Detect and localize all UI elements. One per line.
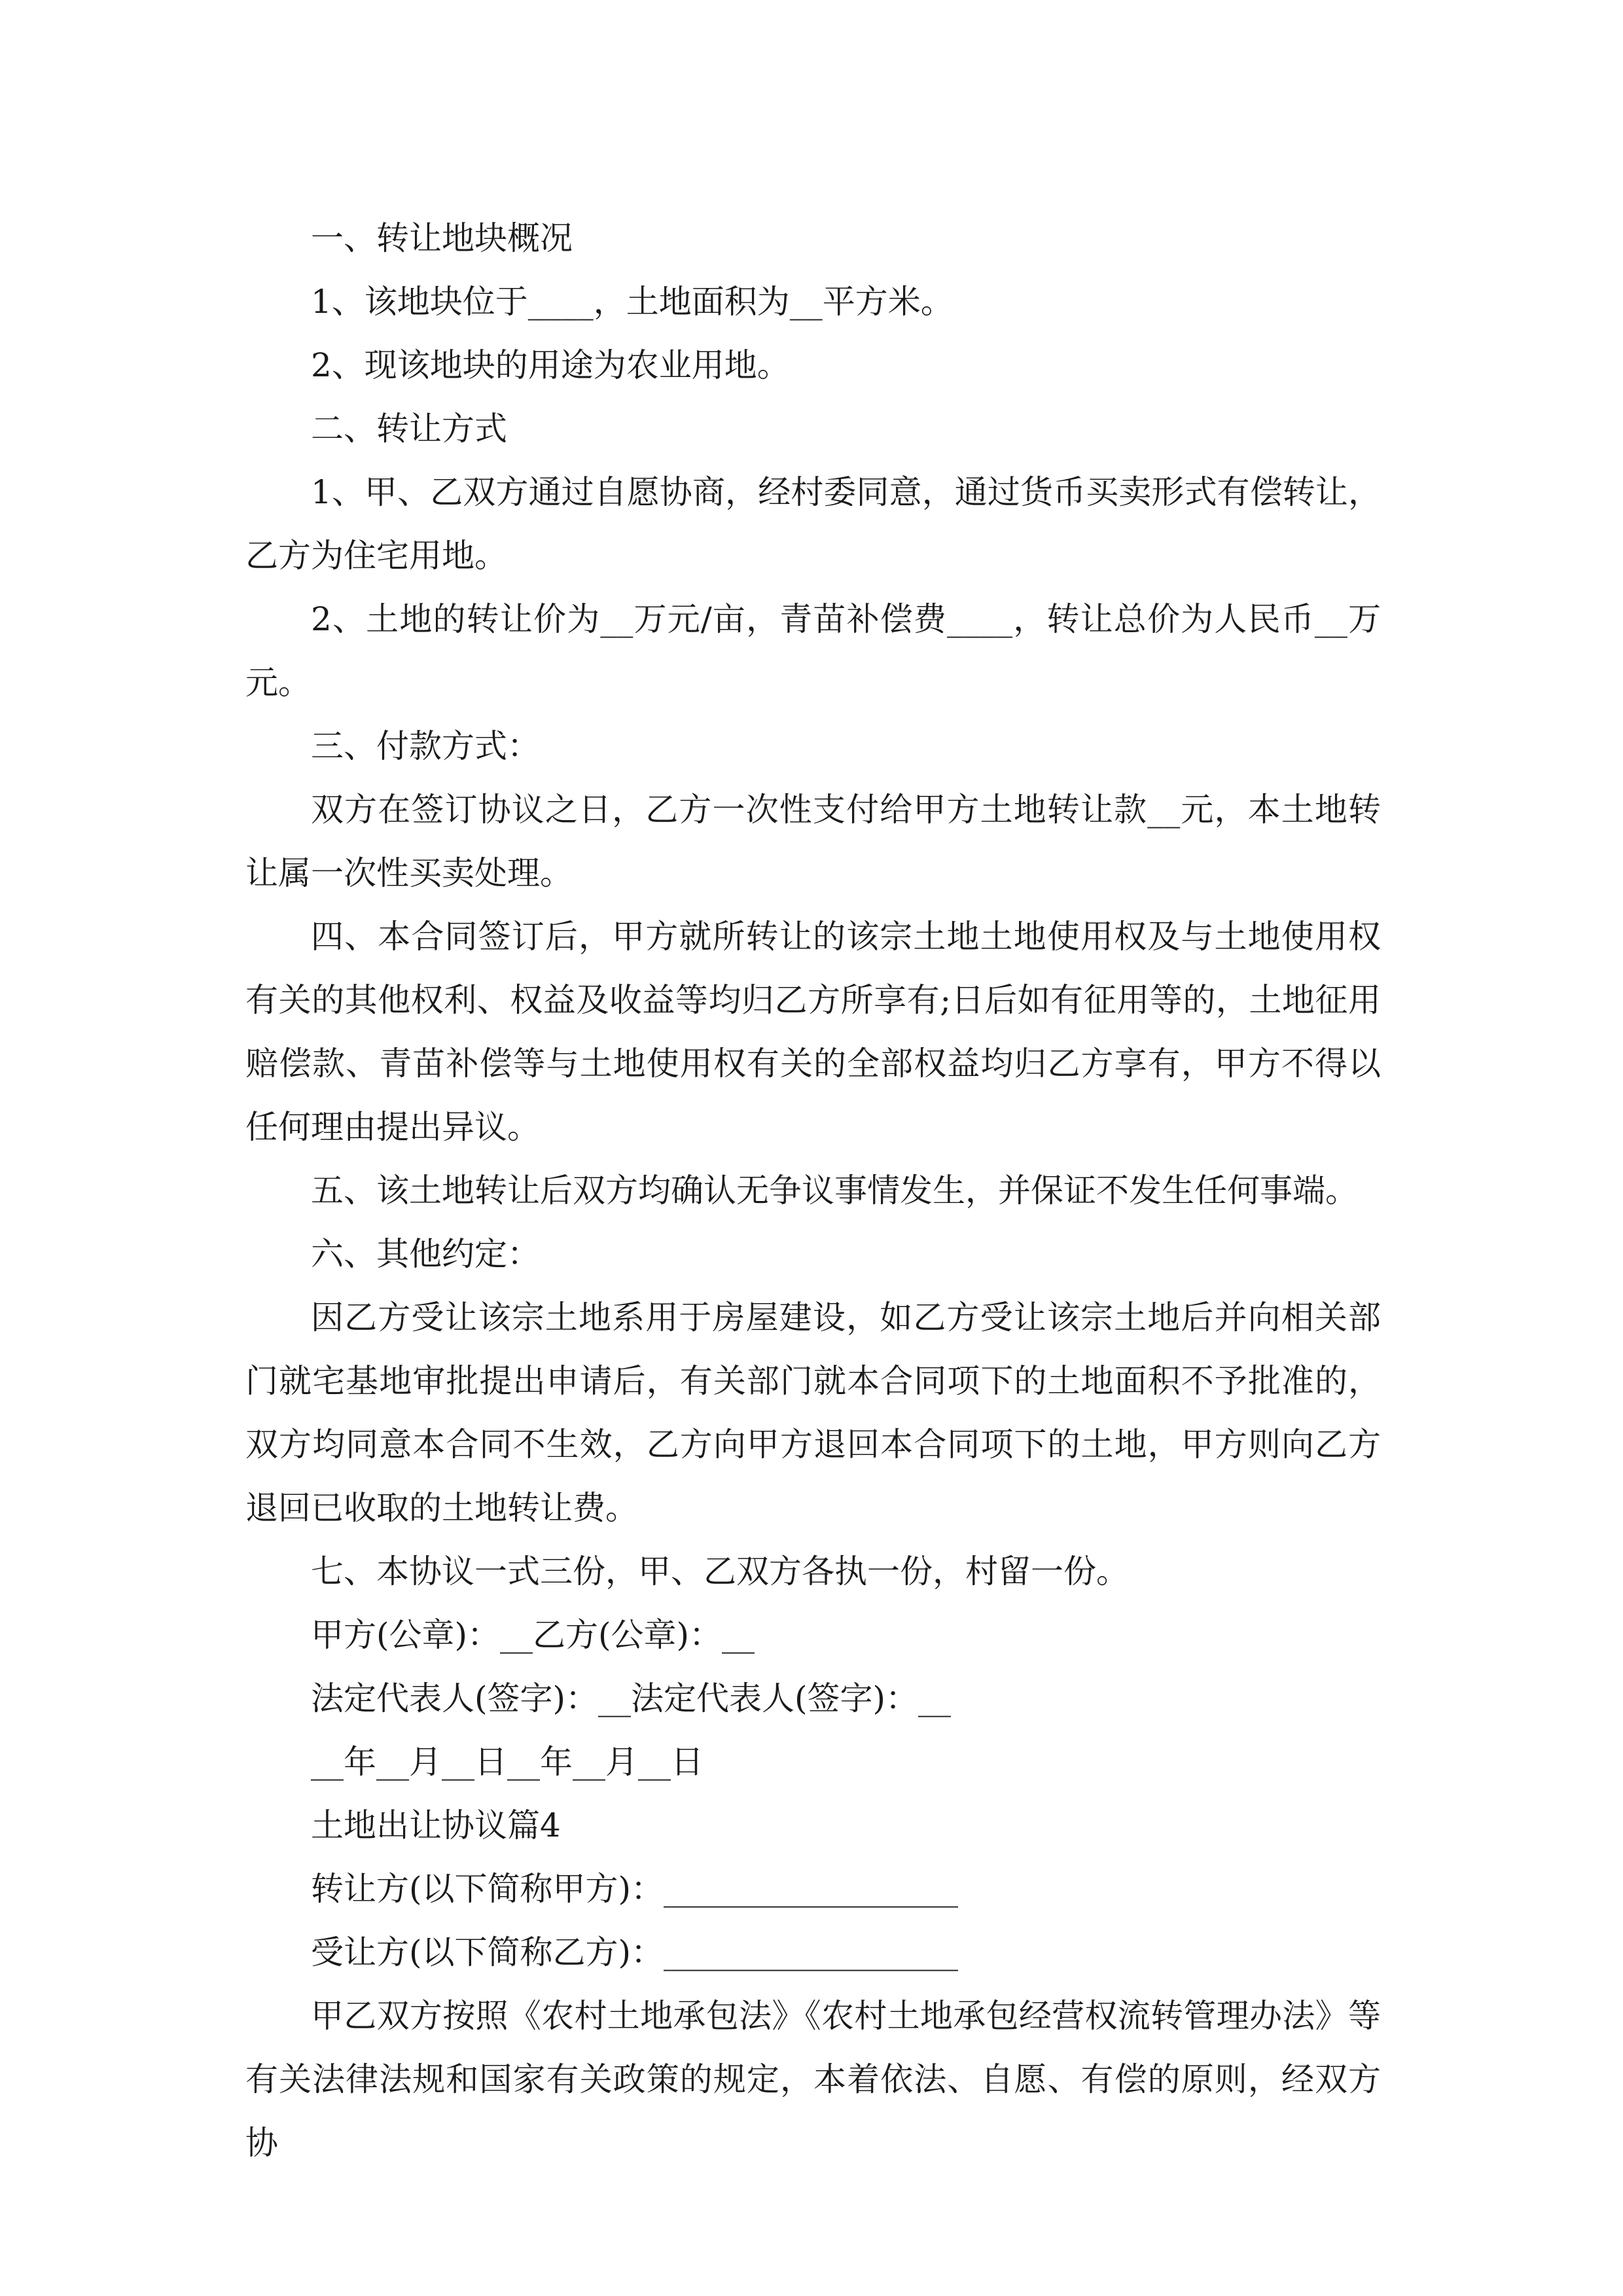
paragraph-rights: 四、本合同签订后，甲方就所转让的该宗土地土地使用权及与土地使用权有关的其他权利、权益及收益等均归乙方所享有;日后如有征用等的，土地征用赔偿款、青苗补偿等与土地使用权有关的全部权益均归乙方享有，甲方不得以任何理由提出异议。 <box>245 918 1381 1146</box>
document-body <box>245 207 1381 2175</box>
section-heading-3: 三、付款方式： <box>311 727 540 765</box>
paragraph-transfer-price: 2、土地的转让价为__万元/亩，青苗补偿费____，转让总价为人民币__万元。 <box>245 600 1381 702</box>
transferee-line: 受让方(以下简称乙方)：__________________ <box>311 1933 959 1971</box>
section-heading-1: 一、转让地块概况 <box>311 219 573 257</box>
section-heading-6: 六、其他约定： <box>311 1235 540 1273</box>
signature-date-line: __年__月__日__年__月__日 <box>311 1743 704 1781</box>
paragraph-no-dispute: 五、该土地转让后双方均确认无争议事情发生，并保证不发生任何事端。 <box>311 1172 1358 1210</box>
paragraph-copies: 七、本协议一式三份，甲、乙双方各执一份，村留一份。 <box>311 1552 1129 1590</box>
paragraph-other-terms: 因乙方受让该宗土地系用于房屋建设，如乙方受让该宗土地后并向相关部门就宅基地审批提出申请后，有关部门就本合同项下的土地面积不予批准的，双方均同意本合同不生效，乙方向甲方退回本合同项下的土地，甲方则向乙方退回已收取的土地转让费。 <box>245 1299 1381 1527</box>
paragraph-location: 1、该地块位于____，土地面积为__平方米。 <box>311 283 954 321</box>
signature-representative-line: 法定代表人(签字)：__法定代表人(签字)：__ <box>311 1679 952 1717</box>
paragraph-payment: 双方在签订协议之日，乙方一次性支付给甲方土地转让款__元，本土地转让属一次性买卖处理。 <box>245 791 1381 892</box>
section-heading-2: 二、转让方式 <box>311 410 507 448</box>
paragraph-legal-basis: 甲乙双方按照《农村土地承包法》《农村土地承包经营权流转管理办法》等有关法律法规和国家有关政策的规定，本着依法、自愿、有偿的原则，经双方协 <box>245 1997 1381 2162</box>
paragraph-usage: 2、现该地块的用途为农业用地。 <box>311 346 790 384</box>
signature-seal-line: 甲方(公章)：__乙方(公章)：__ <box>311 1616 755 1654</box>
transferor-line: 转让方(以下简称甲方)：__________________ <box>311 1870 959 1908</box>
paragraph-transfer-method: 1、甲、乙双方通过自愿协商，经村委同意，通过货币买卖形式有偿转让，乙方为住宅用地。 <box>245 473 1381 575</box>
agreement-title: 土地出让协议篇4 <box>311 1806 561 1844</box>
